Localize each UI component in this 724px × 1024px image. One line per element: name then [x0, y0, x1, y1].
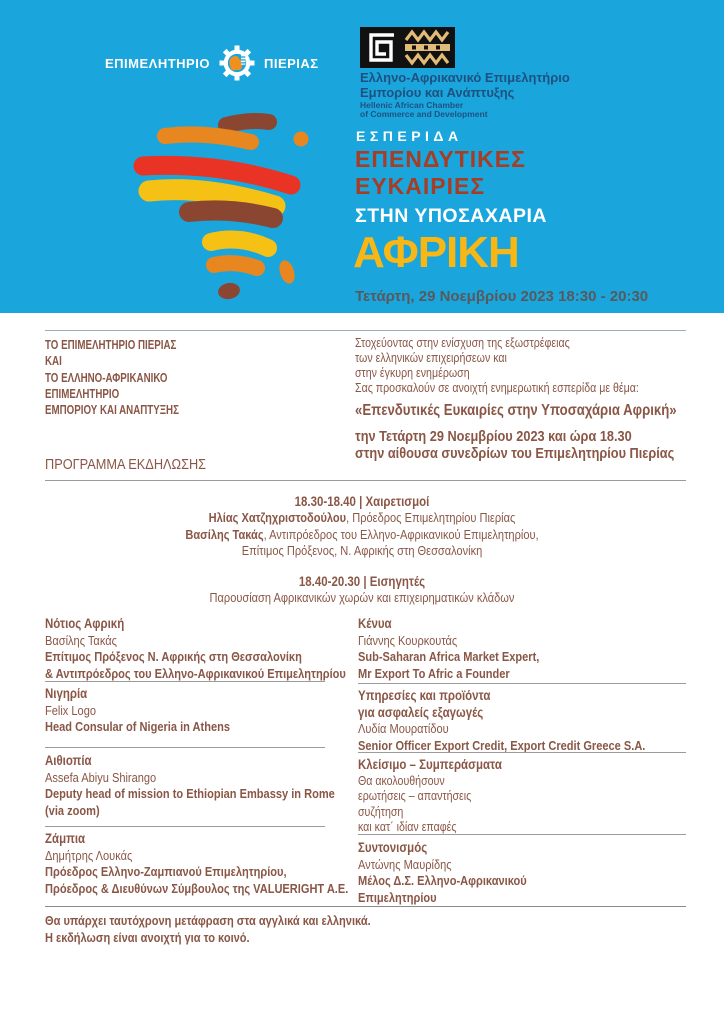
divider-line	[45, 330, 686, 331]
divider-line	[45, 826, 325, 827]
event-title-line2: ΕΥΚΑΙΡΙΕΣ	[355, 173, 486, 199]
event-datetime: Τετάρτη, 29 Νοεμβρίου 2023 18:30 - 20:30	[355, 288, 649, 305]
host-line: ΕΜΠΟΡΙΟΥ ΚΑΙ ΑΝΑΠΤΥΞΗΣ	[45, 403, 179, 418]
person-name: Βασίλης Τακάς	[185, 526, 264, 542]
divider-line	[358, 834, 686, 835]
divider-line	[358, 683, 686, 684]
speaker-item-kenya	[358, 616, 539, 682]
speaker-topic: Υπηρεσίες και προϊόντα	[358, 688, 491, 703]
pieria-logo-word1: ΕΠΙΜΕΛΗΤΗΡΙΟ	[105, 55, 210, 71]
footer-note-line2: Η εκδήλωση είναι ανοιχτή για το κοινό.	[45, 929, 250, 945]
program-slot-greetings	[54, 494, 669, 559]
event-kicker: ΕΣΠΕΡΙΔΑ	[356, 128, 463, 144]
speaker-role: Πρόεδρος Ελληνο-Ζαμπιανού Επιμελητηρίου,	[45, 864, 287, 879]
speaker-role: Επιμελητηρίου	[358, 889, 437, 905]
invite-text	[355, 336, 639, 396]
speaker-name: Λυδία Μουρατίδου	[358, 721, 449, 736]
speaker-name: Γιάννης Κουρκουτάς	[358, 632, 458, 648]
footer-note	[45, 913, 371, 946]
event-when-line2: στην αίθουσα συνεδρίων του Επιμελητηρίου Πιερίας	[355, 444, 675, 462]
speaker-item-zambia	[45, 831, 348, 897]
program-person-line: Επίτιμος Πρόξενος, Ν. Αφρικής στη Θεσσαλονίκη	[241, 542, 483, 558]
event-theme: «Επενδυτικές Ευκαιρίες στην Υποσαχάρια Αφρική»	[355, 402, 677, 419]
speaker-role: & Αντιπρόεδρος του Ελληνο-Αφρικανικού Επιμελητηρίου	[45, 665, 346, 681]
hac-name-english-1: Hellenic African Chamber	[360, 100, 464, 110]
speaker-item-export-services	[358, 688, 645, 754]
host-line: ΤΟ ΕΠΙΜΕΛΗΤΗΡΙΟ ΠΙΕΡΙΑΣ	[45, 338, 177, 352]
speaker-item-south-africa	[45, 616, 346, 682]
speaker-role: Head Consular of Nigeria in Athens	[45, 719, 231, 734]
speaker-name: Felix Logo	[45, 702, 96, 718]
speaker-role: Πρόεδρος & Διευθύνων Σύμβουλος της VALUERIGHT A.E.	[45, 880, 349, 896]
speaker-country: Κένυα	[358, 616, 392, 631]
program-slot-title: 18.30-18.40 | Χαιρετισμοί	[294, 494, 430, 509]
closing-notes	[358, 774, 502, 836]
speaker-country: Νότιος Αφρική	[45, 616, 125, 631]
coordination-title: Συντονισμός	[358, 840, 428, 855]
hac-name-greek-1: Ελληνο-Αφρικανικό Επιμελητήριο	[360, 70, 570, 85]
person-role: , Αντιπρόεδρος του Ελληνο-Αφρικανικού Επιμελητηρίου,	[263, 526, 539, 542]
divider-line	[45, 480, 686, 481]
speaker-name: Αντώνης Μαυρίδης	[358, 856, 452, 872]
speaker-country: Νιγηρία	[45, 686, 88, 701]
pieria-chamber-logo	[105, 43, 319, 83]
program-slot-title: 18.40-20.30 | Εισηγητές	[298, 574, 426, 589]
host-line: ΚΑΙ	[45, 354, 62, 369]
speaker-role: Mr Export To Afric a Founder	[358, 665, 510, 681]
divider-line	[45, 747, 325, 748]
divider-line	[45, 906, 686, 907]
hac-chamber-logo	[360, 27, 455, 73]
speaker-name: Δημήτρης Λουκάς	[45, 847, 133, 863]
speaker-country: Αιθιοπία	[45, 753, 92, 768]
speaker-item-ethiopia	[45, 753, 335, 819]
speaker-role: Επίτιμος Πρόξενος Ν. Αφρικής στη Θεσσαλονίκη	[45, 649, 302, 664]
hac-name-greek-2: Εμπορίου και Ανάπτυξης	[360, 85, 515, 100]
speaker-item-nigeria	[45, 686, 230, 736]
program-slot-subtitle: Παρουσίαση Αφρικανικών χωρών και επιχειρηματικών κλάδων	[209, 590, 515, 606]
event-when-line1: την Τετάρτη 29 Νοεμβρίου 2023 και ώρα 18.30	[355, 428, 632, 445]
host-line: ΤΟ ΕΛΛΗΝΟ-ΑΦΡΙΚΑΝΙΚΟ	[45, 370, 168, 385]
footer-note-line1: Θα υπάρχει ταυτόχρονη μετάφραση στα αγγλικά και ελληνικά.	[45, 913, 371, 928]
africa-brush-icon	[105, 112, 340, 317]
divider-line	[45, 681, 325, 682]
speaker-name: Assefa Abiyu Shirango	[45, 769, 157, 785]
speaker-name: Βασίλης Τακάς	[45, 632, 117, 648]
program-slot-speakers	[54, 574, 669, 607]
person-name: Ηλίας Χατζηχριστοδούλου	[208, 510, 347, 526]
event-title-line1: ΕΠΕΝΔΥΤΙΚΕΣ	[355, 146, 526, 172]
speaker-country: Ζάμπια	[45, 831, 86, 846]
invite-line: στην έγκυρη ενημέρωση	[355, 366, 470, 380]
host-line: ΕΠΙΜΕΛΗΤΗΡΙΟ	[45, 386, 120, 401]
closing-section	[358, 757, 502, 836]
speaker-role: Μέλος Δ.Σ. Ελληνο-Αφρικανικού	[358, 873, 527, 888]
invite-line: Στοχεύοντας στην ενίσχυση της εξωστρέφειας	[355, 336, 570, 350]
invite-line: Σας προσκαλούν σε ανοιχτή ενημερωτική εσπερίδα με θέμα:	[355, 381, 639, 395]
event-banner	[0, 0, 724, 313]
closing-title: Κλείσιμο – Συμπεράσματα	[358, 757, 502, 772]
host-lines	[45, 337, 179, 418]
hac-name-english-2: of Commerce and Development	[360, 109, 488, 119]
speaker-role: Sub-Saharan Africa Market Expert,	[358, 649, 540, 664]
speaker-role: Deputy head of mission to Ethiopian Embassy in Rome	[45, 786, 335, 801]
person-role: , Πρόεδρος Επιμελητηρίου Πιερίας	[346, 510, 516, 526]
divider-line	[358, 752, 686, 753]
program-label: ΠΡΟΓΡΑΜΜΑ ΕΚΔΗΛΩΣΗΣ	[45, 456, 207, 473]
program-person-line	[54, 527, 669, 543]
closing-note-line: Θα ακολουθήσουν	[358, 773, 445, 788]
speaker-role: (via zoom)	[45, 802, 100, 818]
gear-icon	[217, 43, 257, 83]
program-person-line	[54, 510, 669, 526]
closing-note-line: ερωτήσεις – απαντήσεις	[358, 789, 472, 803]
speaker-topic: για ασφαλείς εξαγωγές	[358, 704, 484, 720]
closing-note-line: συζήτηση	[358, 804, 404, 819]
event-subtitle: ΣΤΗΝ ΥΠΟΣΑΧΑΡΙΑ	[355, 205, 547, 227]
invite-line: των ελληνικών επιχειρήσεων και	[355, 351, 507, 365]
closing-note-line: και κατ΄ ιδίαν επαφές	[358, 820, 457, 834]
pieria-logo-word2: ΠΙΕΡΙΑΣ	[263, 55, 319, 71]
event-title-africa: ΑΦΡΙΚΗ	[353, 228, 519, 277]
coordination-section	[358, 840, 527, 906]
meander-pattern-icon	[360, 27, 455, 68]
event-when	[355, 429, 674, 462]
speaker-role: Senior Officer Export Credit, Export Credit Greece S.A.	[358, 737, 646, 753]
